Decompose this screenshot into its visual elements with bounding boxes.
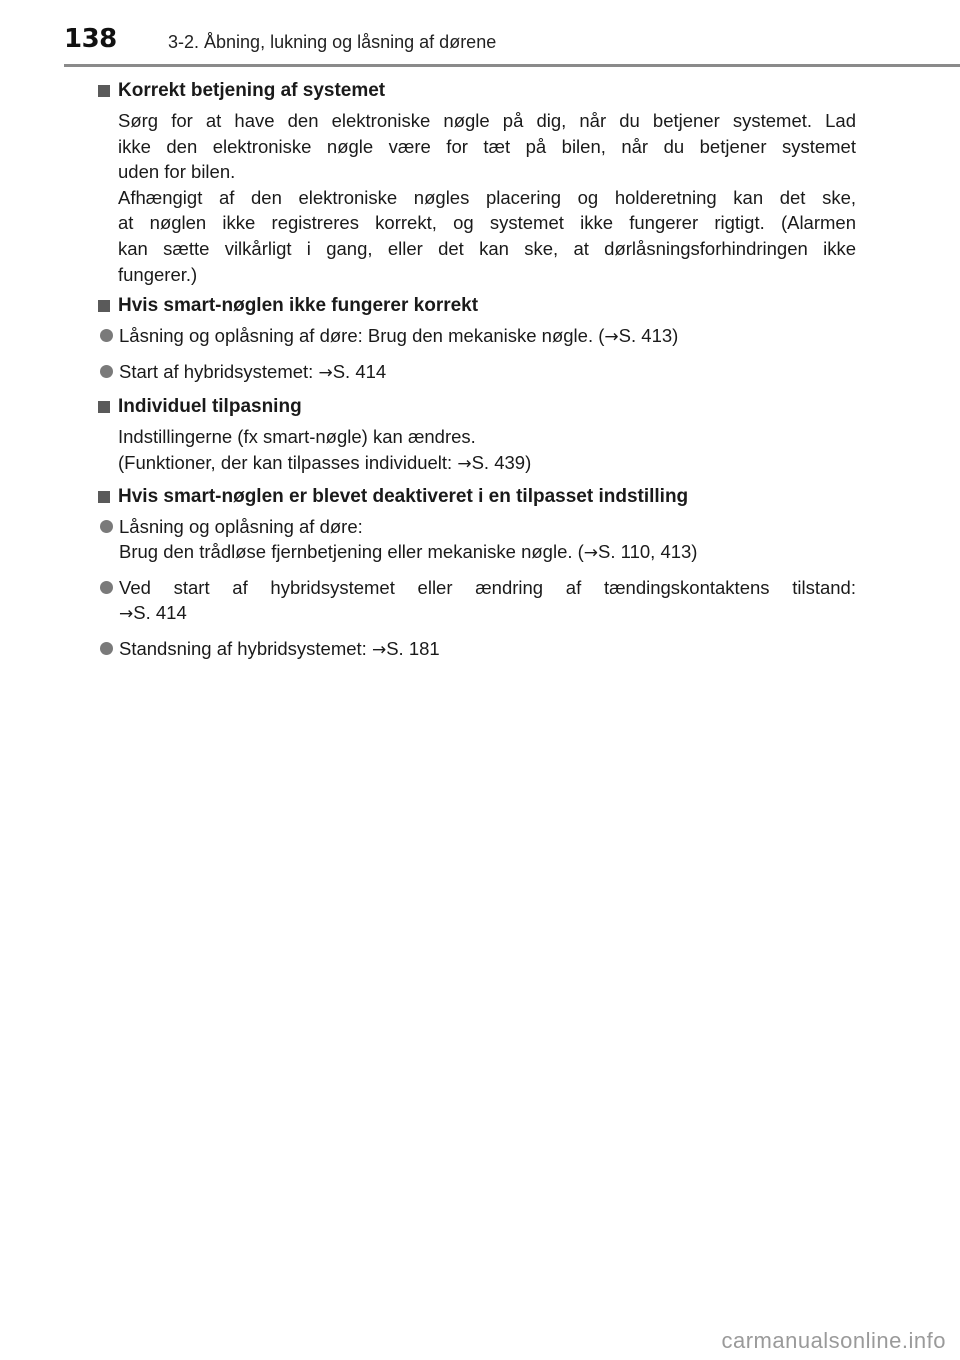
section-paragraph — [118, 108, 856, 287]
heading-text: Korrekt betjening af systemet — [118, 80, 386, 101]
page-reference: S. 414 — [133, 602, 187, 624]
list-item-text — [119, 359, 856, 387]
square-marker-icon — [98, 85, 110, 97]
paragraph-line: Sørg for at have den elektroniske nøgle på dig, når du betjener systemet. Lad — [118, 110, 856, 131]
list-item-text — [119, 575, 856, 628]
text-segment: (Funktioner, der kan tilpasses individuelt: — [118, 451, 458, 473]
section-heading — [96, 394, 856, 420]
bullet-dot-icon — [100, 365, 113, 378]
list-item — [100, 575, 856, 628]
section-heading — [96, 484, 856, 510]
square-marker-icon — [98, 300, 110, 312]
heading-text: Hvis smart-nøglen ikke fungerer korrekt — [118, 295, 479, 317]
chapter-title: 3-2. Åbning, lukning og låsning af dørene — [168, 32, 497, 52]
arrow-right-icon: → — [119, 604, 134, 625]
list-item — [100, 359, 856, 387]
text-segment: Brug den trådløse fjernbetjening eller mekaniske nøgle. ( — [119, 541, 584, 563]
page-reference: S. 439) — [471, 451, 532, 473]
text-line — [119, 600, 856, 628]
arrow-right-icon: → — [371, 639, 387, 660]
arrow-right-icon: → — [604, 327, 619, 348]
text-line — [119, 539, 856, 567]
square-marker-icon — [98, 401, 110, 413]
bullet-dot-icon — [100, 581, 113, 594]
paragraph-line: Afhængigt af den elektroniske nøgles placering og holderetning kan det ske, — [118, 186, 856, 208]
page-reference: S. 181 — [386, 637, 440, 659]
paragraph-line: Indstillingerne (fx smart-nøgle) kan ændres. — [118, 426, 476, 448]
arrow-right-icon: → — [318, 362, 333, 383]
section-correct-operation — [96, 78, 856, 287]
section-heading — [96, 78, 856, 104]
paragraph-line: kan sætte vilkårligt i gang, eller det kan ske, at dørlåsningsforhindringen ikke — [118, 237, 856, 259]
paragraph-line — [118, 450, 856, 478]
section-key-not-working — [96, 293, 856, 386]
list-item-text — [119, 323, 856, 351]
bullet-dot-icon — [100, 329, 113, 342]
page-reference: S. 414 — [332, 360, 387, 382]
page-header — [0, 0, 960, 70]
text-segment: Låsning og oplåsning af døre: Brug den mekaniske nøgle. ( — [119, 325, 605, 347]
square-marker-icon — [98, 491, 110, 503]
arrow-right-icon: → — [583, 543, 599, 564]
text-segment: Standsning af hybridsystemet: — [119, 637, 372, 659]
list-item-text — [119, 636, 856, 664]
heading-text: Hvis smart-nøglen er blevet deaktiveret i en tilpasset indstilling — [118, 485, 689, 507]
list-item-text — [119, 514, 856, 567]
bullet-dot-icon — [100, 520, 113, 533]
header-divider — [64, 64, 960, 67]
page-number: 138 — [64, 24, 117, 54]
paragraph-line: uden for bilen. — [118, 161, 236, 183]
page-reference: S. 413) — [618, 325, 679, 347]
section-heading — [96, 293, 856, 319]
section-key-deactivated — [96, 484, 856, 664]
paragraph-line: fungerer.) — [118, 263, 198, 285]
section-paragraph — [118, 424, 856, 477]
list-item — [100, 514, 856, 567]
text-segment: Start af hybridsystemet: — [119, 360, 319, 382]
section-customization — [96, 394, 856, 477]
page-content — [96, 78, 856, 672]
page-reference: S. 110, 413) — [598, 541, 698, 563]
watermark: carmanualsonline.info — [721, 1328, 946, 1353]
paragraph-line: at nøglen ikke registreres korrekt, og systemet ikke fungerer rigtigt. (Alarmen — [118, 212, 856, 234]
heading-text: Individuel tilpasning — [118, 396, 302, 418]
list-item — [100, 636, 856, 664]
list-item — [100, 323, 856, 351]
arrow-right-icon: → — [457, 453, 472, 474]
bullet-dot-icon — [100, 642, 113, 655]
text-line: Ved start af hybridsystemet eller ændring af tændingskontaktens tilstand: — [119, 576, 856, 598]
paragraph-line: ikke den elektroniske nøgle være for tæt på bilen, når du betjener systemet — [118, 135, 856, 157]
text-line: Låsning og oplåsning af døre: — [119, 515, 363, 537]
